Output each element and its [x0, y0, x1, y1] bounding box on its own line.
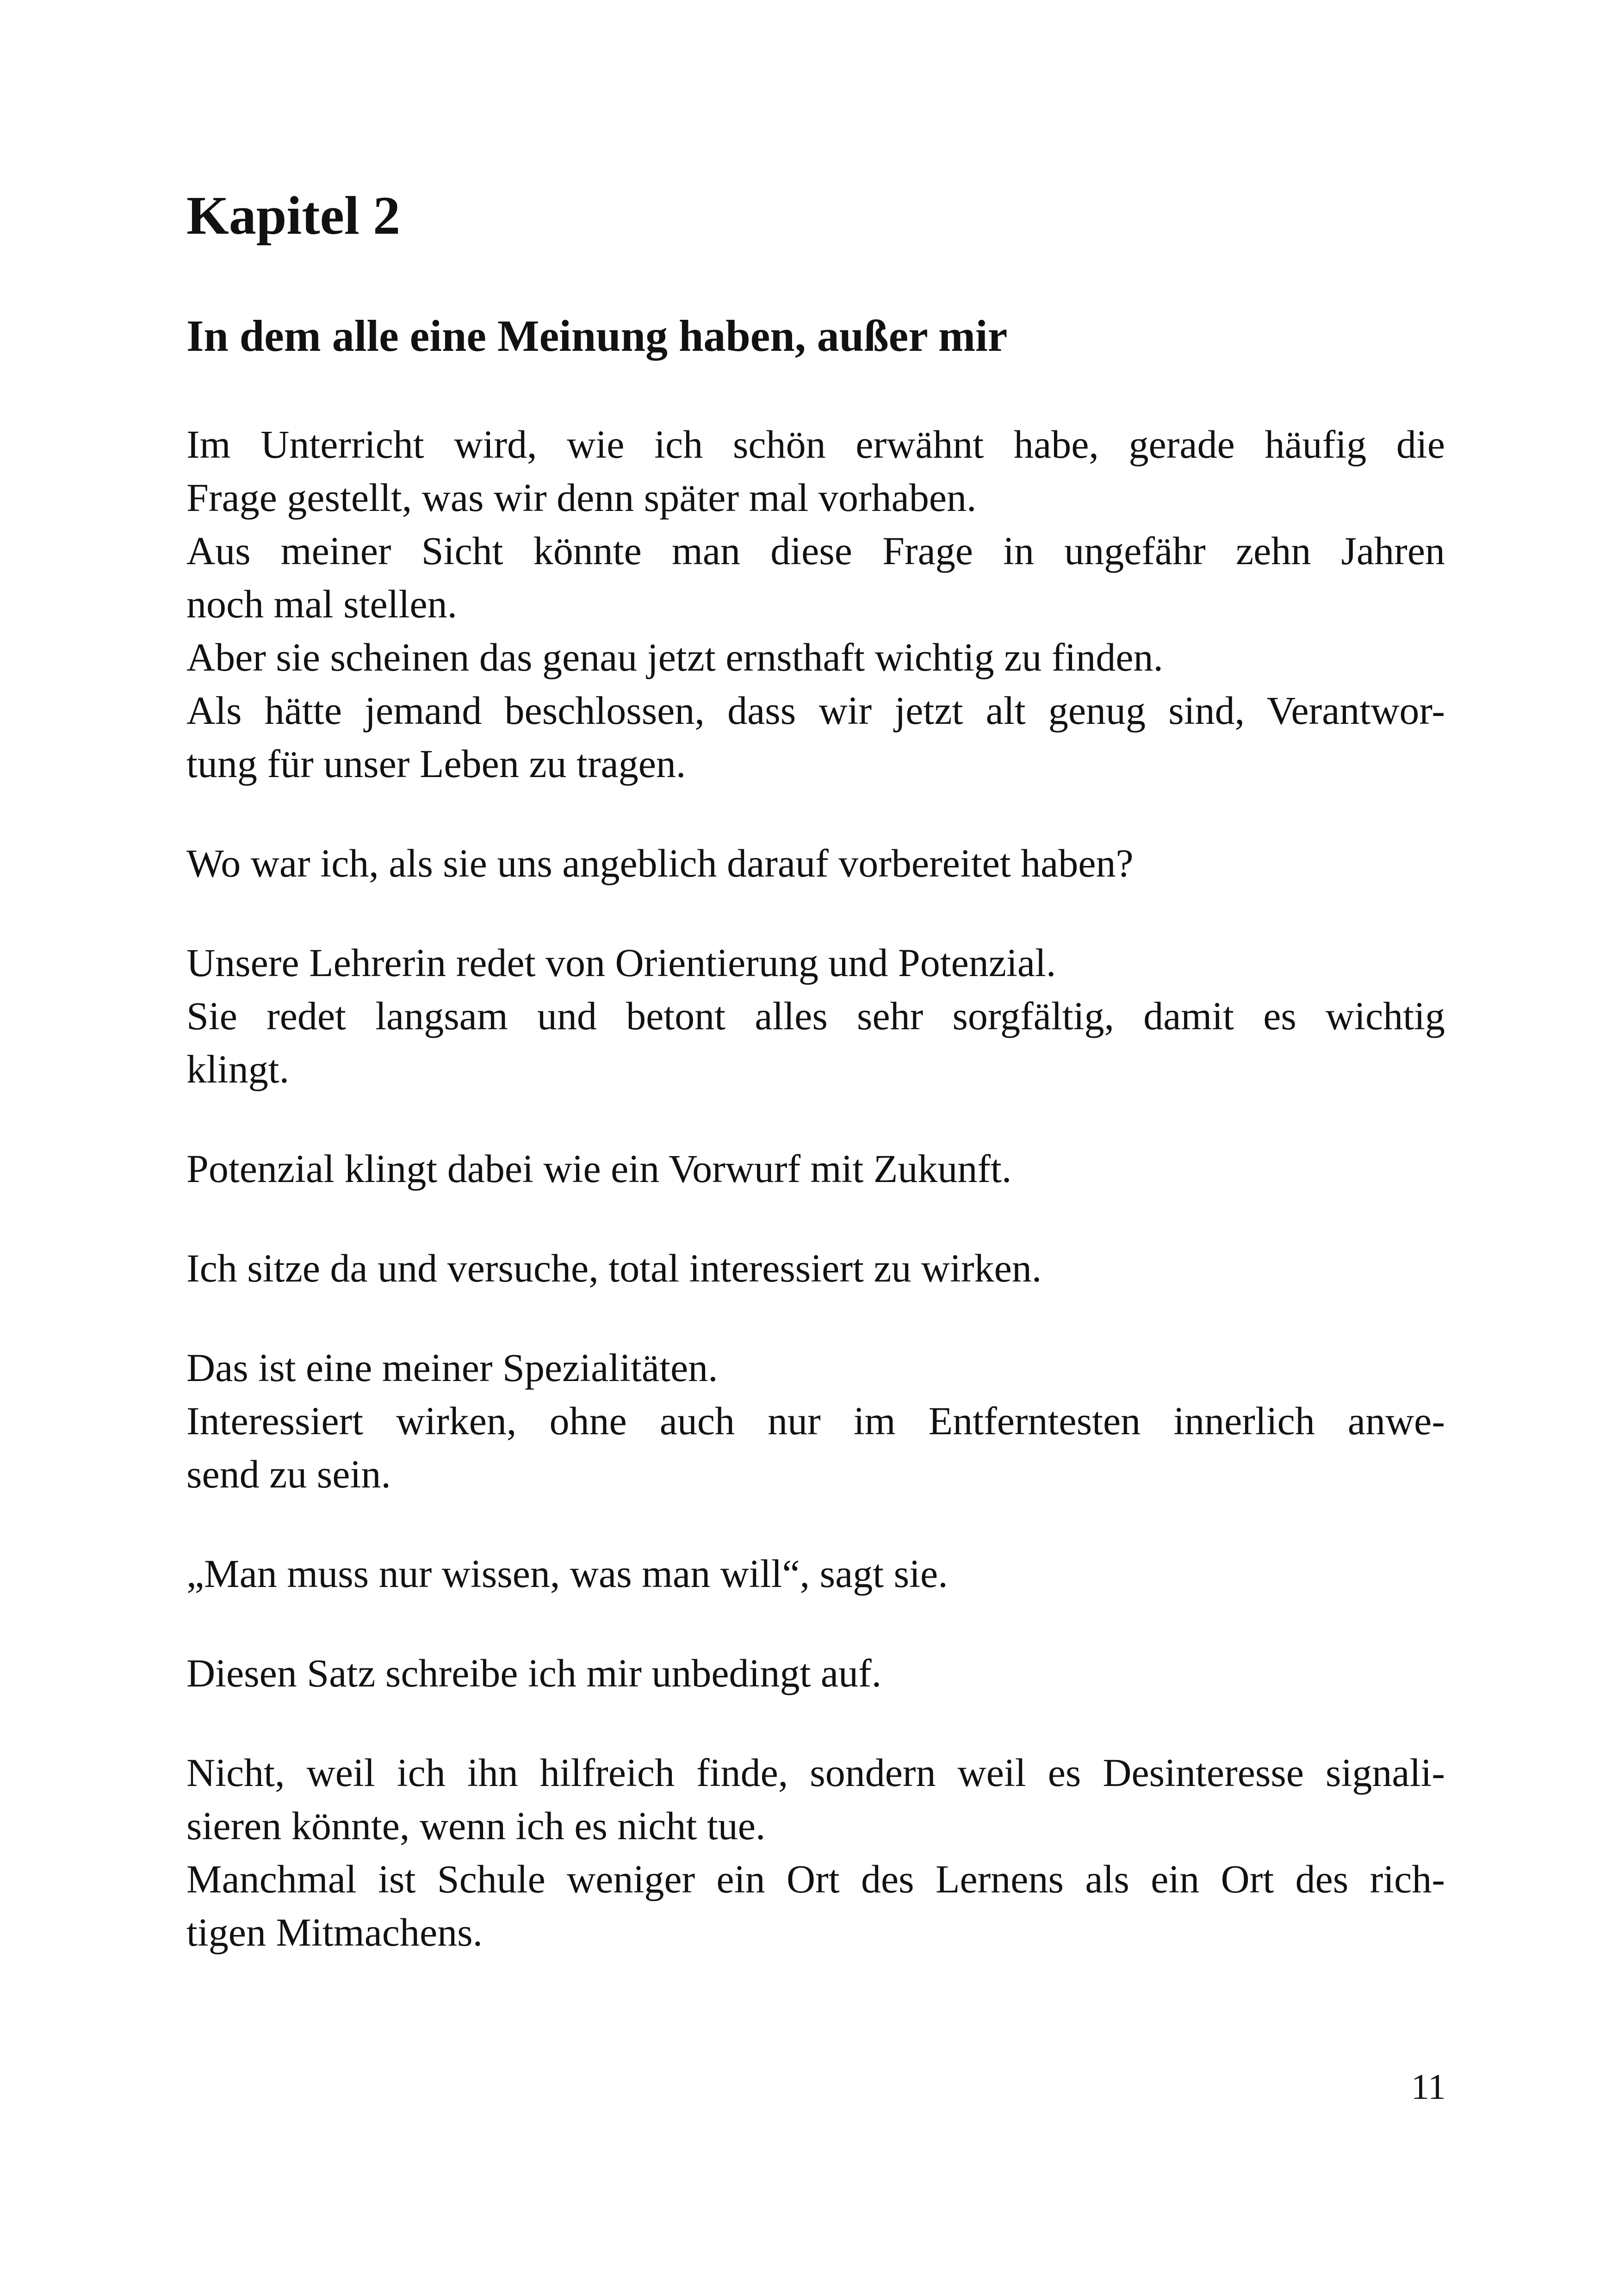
text-line: Als hätte jemand beschlossen, dass wir jetzt alt genug sind, Verantwor- — [186, 688, 1445, 733]
text-line: Frage gestellt, was wir denn später mal vorhaben. — [186, 475, 977, 520]
paragraph-gap — [186, 1096, 1445, 1142]
text-line: Wo war ich, als sie uns angeblich darauf vorbereitet haben? — [186, 841, 1134, 885]
paragraph-gap — [186, 1600, 1445, 1647]
text-line: Aber sie scheinen das genau jetzt ernsthaft wichtig zu finden. — [186, 635, 1164, 679]
text-line: Das ist eine meiner Spezialitäten. — [186, 1345, 718, 1390]
text-line: „Man muss nur wissen, was man will“, sagt sie. — [186, 1551, 948, 1596]
text-line: Ich sitze da und versuche, total interessiert zu wirken. — [186, 1246, 1042, 1290]
paragraph — [186, 1746, 1445, 1959]
paragraph-gap — [186, 1295, 1445, 1341]
text-line: Nicht, weil ich ihn hilfreich finde, sondern weil es Desinteresse signali- — [186, 1750, 1445, 1795]
text-line: noch mal stellen. — [186, 582, 458, 626]
text-line: send zu sein. — [186, 1452, 391, 1496]
text-line: Manchmal ist Schule weniger ein Ort des Lernens als ein Ort des rich- — [186, 1857, 1445, 1901]
paragraph — [186, 837, 1445, 890]
page-number: 11 — [1411, 2066, 1446, 2107]
paragraph-gap — [186, 890, 1445, 936]
text-line: sieren könnte, wenn ich es nicht tue. — [186, 1804, 766, 1848]
paragraph — [186, 1142, 1445, 1195]
paragraph — [186, 1341, 1445, 1501]
text-line: tung für unser Leben zu tragen. — [186, 741, 686, 786]
text-line: tigen Mitmachens. — [186, 1910, 483, 1954]
paragraph — [186, 1242, 1445, 1295]
paragraph-gap — [186, 1700, 1445, 1746]
paragraph — [186, 1647, 1445, 1700]
text-line: Unsere Lehrerin redet von Orientierung und Potenzial. — [186, 940, 1056, 985]
text-line: Aus meiner Sicht könnte man diese Frage in ungefähr zehn Jahren — [186, 529, 1445, 573]
chapter-subtitle: In dem alle eine Meinung haben, außer mir — [186, 311, 1008, 361]
paragraph-gap — [186, 1501, 1445, 1547]
chapter-title: Kapitel 2 — [186, 185, 401, 246]
paragraph — [186, 936, 1445, 1096]
text-line: Diesen Satz schreibe ich mir unbedingt auf. — [186, 1651, 882, 1695]
paragraph-gap — [186, 1195, 1445, 1242]
paragraph-gap — [186, 790, 1445, 837]
text-line: klingt. — [186, 1047, 290, 1091]
text-line: Interessiert wirken, ohne auch nur im Entferntesten innerlich anwe- — [186, 1399, 1445, 1443]
text-line: Im Unterricht wird, wie ich schön erwähnt habe, gerade häufig die — [186, 422, 1445, 467]
text-line: Sie redet langsam und betont alles sehr sorgfältig, damit es wichtig — [186, 994, 1445, 1038]
text-line: Potenzial klingt dabei wie ein Vorwurf mit Zukunft. — [186, 1146, 1012, 1191]
body-text — [186, 418, 1445, 1959]
paragraph — [186, 1547, 1445, 1600]
paragraph — [186, 418, 1445, 790]
